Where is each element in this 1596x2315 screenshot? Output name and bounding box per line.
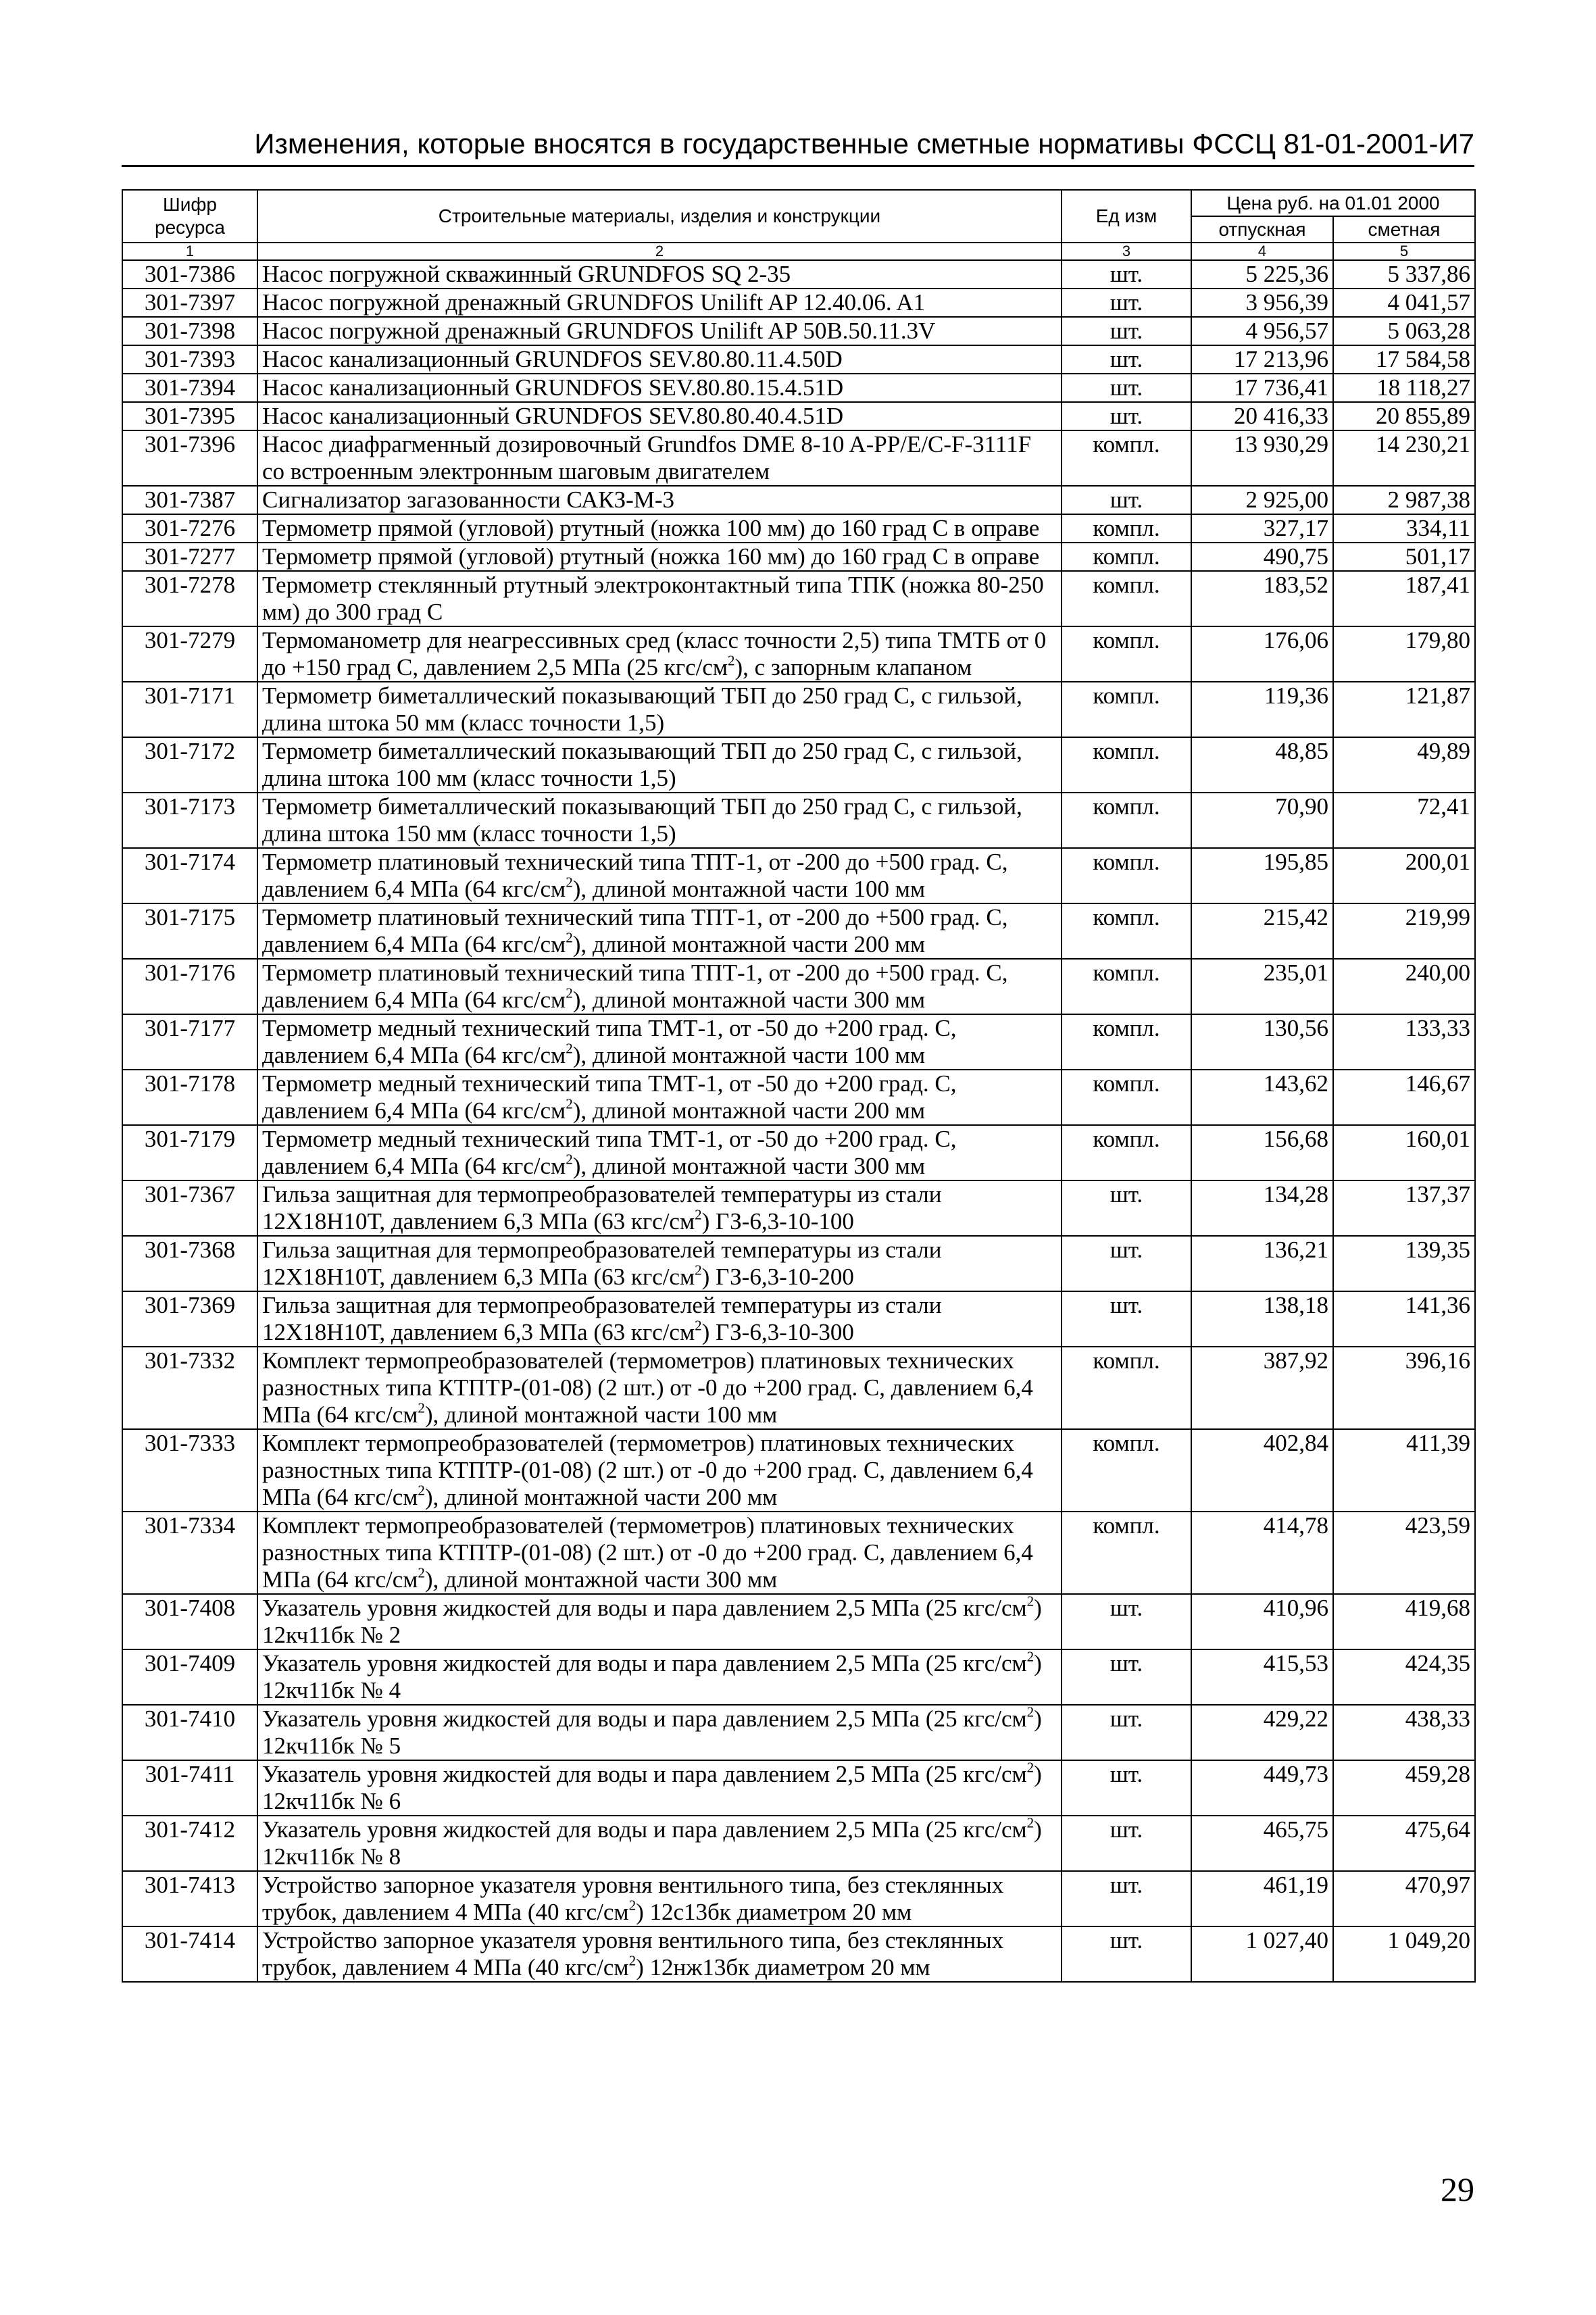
cell-unit: компл. <box>1062 626 1191 682</box>
cell-release-price: 215,42 <box>1191 903 1333 959</box>
table-row <box>122 260 1475 289</box>
cell-name: Указатель уровня жидкостей для воды и пара давлением 2,5 МПа (25 кгс/$см^2$) 12кч11бк № 4 <box>257 1649 1062 1705</box>
table-row <box>122 430 1475 486</box>
cell-release-price: 414,78 <box>1191 1512 1333 1594</box>
cell-code: 301-7179 <box>122 1125 257 1180</box>
table-row <box>122 1125 1475 1180</box>
cell-estimate-price: 423,59 <box>1333 1512 1475 1594</box>
table-row <box>122 848 1475 903</box>
cell-name: Термометр прямой (угловой) ртутный (ножка 160 мм) до 160 град С в оправе <box>257 543 1062 571</box>
cell-code: 301-7413 <box>122 1871 257 1926</box>
table-header <box>122 190 1475 260</box>
cell-name: Насос канализационный GRUNDFOS SEV.80.80.11.4.50D <box>257 345 1062 374</box>
table-row <box>122 682 1475 737</box>
cell-name: Устройство запорное указателя уровня вентильного типа, без стеклянных трубок, давлением 4 МПа (40 кгс/$см^2$) 12с13бк диаметром 20 мм <box>257 1871 1062 1926</box>
cell-name: Устройство запорное указателя уровня вентильного типа, без стеклянных трубок, давлением 4 МПа (40 кгс/$см^2$) 12нж13бк диаметром 20 мм <box>257 1926 1062 1982</box>
cell-code: 301-7414 <box>122 1926 257 1982</box>
header-estimate-price: сметная <box>1333 216 1475 243</box>
cell-unit: шт. <box>1062 402 1191 430</box>
cell-code: 301-7411 <box>122 1760 257 1816</box>
table-row <box>122 402 1475 430</box>
table-row <box>122 903 1475 959</box>
table-row <box>122 1594 1475 1649</box>
table-row <box>122 1649 1475 1705</box>
cell-name: Указатель уровня жидкостей для воды и пара давлением 2,5 МПа (25 кгс/$см^2$) 12кч11бк № 5 <box>257 1705 1062 1760</box>
column-number: 2 <box>257 243 1062 260</box>
cell-estimate-price: 200,01 <box>1333 848 1475 903</box>
cell-code: 301-7279 <box>122 626 257 682</box>
cell-code: 301-7332 <box>122 1347 257 1429</box>
cell-name: Комплект термопреобразователей (термометров) платиновых технических разностных типа КТПТР-(01-08) (2 шт.) от -0 до +200 град. С, давлением 6,4 МПа (64 кгс/$см^2$), длиной монтажной части 100 мм <box>257 1347 1062 1429</box>
table-row <box>122 1347 1475 1429</box>
cell-release-price: 13 930,29 <box>1191 430 1333 486</box>
cell-code: 301-7178 <box>122 1070 257 1125</box>
cell-unit: шт. <box>1062 1760 1191 1816</box>
cell-code: 301-7176 <box>122 959 257 1014</box>
cell-unit: компл. <box>1062 1125 1191 1180</box>
cell-estimate-price: 139,35 <box>1333 1236 1475 1291</box>
cell-estimate-price: 4 041,57 <box>1333 289 1475 317</box>
table-row <box>122 571 1475 626</box>
cell-name: Гильза защитная для термопреобразователей температуры из стали 12Х18Н10Т, давлением 6,3 МПа (63 кгс/$см^2$) ГЗ-6,3-10-100 <box>257 1180 1062 1236</box>
table-row <box>122 793 1475 848</box>
cell-estimate-price: 121,87 <box>1333 682 1475 737</box>
cell-release-price: 17 213,96 <box>1191 345 1333 374</box>
cell-code: 301-7386 <box>122 260 257 289</box>
cell-name: Термометр платиновый технический типа ТПТ-1, от -200 до +500 град. С, давлением 6,4 МПа (64 кгс/$см^2$), длиной монтажной части 300 мм <box>257 959 1062 1014</box>
cell-code: 301-7171 <box>122 682 257 737</box>
cell-unit: шт. <box>1062 1705 1191 1760</box>
table-row <box>122 543 1475 571</box>
cell-name: Сигнализатор загазованности САКЗ-М-3 <box>257 486 1062 514</box>
cell-release-price: 130,56 <box>1191 1014 1333 1070</box>
cell-unit: шт. <box>1062 1649 1191 1705</box>
cell-name: Термометр платиновый технический типа ТПТ-1, от -200 до +500 град. С, давлением 6,4 МПа (64 кгс/$см^2$), длиной монтажной части 100 мм <box>257 848 1062 903</box>
cell-unit: шт. <box>1062 1926 1191 1982</box>
cell-unit: компл. <box>1062 571 1191 626</box>
table-row <box>122 1014 1475 1070</box>
header-release-price: отпускная <box>1191 216 1333 243</box>
cell-code: 301-7173 <box>122 793 257 848</box>
cell-release-price: 156,68 <box>1191 1125 1333 1180</box>
header-name: Строительные материалы, изделия и конструкции <box>257 190 1062 243</box>
cell-estimate-price: 501,17 <box>1333 543 1475 571</box>
cell-release-price: 235,01 <box>1191 959 1333 1014</box>
cell-unit: шт. <box>1062 345 1191 374</box>
cell-unit: шт. <box>1062 1291 1191 1347</box>
table-row <box>122 374 1475 402</box>
table-row <box>122 959 1475 1014</box>
cell-estimate-price: 179,80 <box>1333 626 1475 682</box>
cell-estimate-price: 219,99 <box>1333 903 1475 959</box>
cell-estimate-price: 141,36 <box>1333 1291 1475 1347</box>
cell-unit: компл. <box>1062 848 1191 903</box>
cell-release-price: 70,90 <box>1191 793 1333 848</box>
cell-estimate-price: 470,97 <box>1333 1871 1475 1926</box>
page-header-title: Изменения, которые вносятся в государственные сметные нормативы ФССЦ 81-01-2001-И7 <box>254 128 1474 159</box>
cell-code: 301-7277 <box>122 543 257 571</box>
cell-estimate-price: 72,41 <box>1333 793 1475 848</box>
cell-release-price: 138,18 <box>1191 1291 1333 1347</box>
cell-estimate-price: 1 049,20 <box>1333 1926 1475 1982</box>
cell-unit: шт. <box>1062 486 1191 514</box>
cell-name: Комплект термопреобразователей (термометров) платиновых технических разностных типа КТПТР-(01-08) (2 шт.) от -0 до +200 град. С, давлением 6,4 МПа (64 кгс/$см^2$), длиной монтажной части 300 мм <box>257 1512 1062 1594</box>
cell-name: Насос диафрагменный дозировочный Grundfos DME 8-10 A-PP/E/C-F-3111F со встроенным электронным шаговым двигателем <box>257 430 1062 486</box>
cell-unit: компл. <box>1062 793 1191 848</box>
cell-name: Насос канализационный GRUNDFOS SEV.80.80.15.4.51D <box>257 374 1062 402</box>
cell-release-price: 183,52 <box>1191 571 1333 626</box>
cell-estimate-price: 240,00 <box>1333 959 1475 1014</box>
page-number: 29 <box>1441 2170 1474 2208</box>
table-row <box>122 1291 1475 1347</box>
cell-unit: шт. <box>1062 260 1191 289</box>
cell-release-price: 48,85 <box>1191 737 1333 793</box>
cell-estimate-price: 411,39 <box>1333 1429 1475 1512</box>
cell-code: 301-7412 <box>122 1816 257 1871</box>
cell-name: Насос канализационный GRUNDFOS SEV.80.80.40.4.51D <box>257 402 1062 430</box>
cell-name: Насос погружной скважинный GRUNDFOS SQ 2-35 <box>257 260 1062 289</box>
cell-code: 301-7409 <box>122 1649 257 1705</box>
table-row <box>122 317 1475 345</box>
cell-name: Указатель уровня жидкостей для воды и пара давлением 2,5 МПа (25 кгс/$см^2$) 12кч11бк № 2 <box>257 1594 1062 1649</box>
cell-estimate-price: 438,33 <box>1333 1705 1475 1760</box>
cell-release-price: 134,28 <box>1191 1180 1333 1236</box>
cell-name: Термометр медный технический типа ТМТ-1, от -50 до +200 град. С, давлением 6,4 МПа (64 кгс/$см^2$), длиной монтажной части 100 мм <box>257 1014 1062 1070</box>
cell-estimate-price: 146,67 <box>1333 1070 1475 1125</box>
table-row <box>122 1926 1475 1982</box>
cell-unit: шт. <box>1062 1180 1191 1236</box>
cell-name: Гильза защитная для термопреобразователей температуры из стали 12Х18Н10Т, давлением 6,3 МПа (63 кгс/$см^2$) ГЗ-6,3-10-200 <box>257 1236 1062 1291</box>
cell-code: 301-7177 <box>122 1014 257 1070</box>
cell-name: Комплект термопреобразователей (термометров) платиновых технических разностных типа КТПТР-(01-08) (2 шт.) от -0 до +200 град. С, давлением 6,4 МПа (64 кгс/$см^2$), длиной монтажной части 200 мм <box>257 1429 1062 1512</box>
cell-estimate-price: 137,37 <box>1333 1180 1475 1236</box>
column-number: 3 <box>1062 243 1191 260</box>
cell-unit: компл. <box>1062 1429 1191 1512</box>
cell-release-price: 20 416,33 <box>1191 402 1333 430</box>
cell-code: 301-7172 <box>122 737 257 793</box>
cell-estimate-price: 20 855,89 <box>1333 402 1475 430</box>
price-table <box>122 189 1476 1983</box>
cell-release-price: 429,22 <box>1191 1705 1333 1760</box>
cell-code: 301-7410 <box>122 1705 257 1760</box>
cell-release-price: 402,84 <box>1191 1429 1333 1512</box>
cell-release-price: 465,75 <box>1191 1816 1333 1871</box>
header-divider <box>122 165 1474 167</box>
header-price: Цена руб. на 01.01 2000 <box>1191 190 1475 216</box>
cell-name: Термометр стеклянный ртутный электроконтактный типа ТПК (ножка 80-250 мм) до 300 град С <box>257 571 1062 626</box>
table-row <box>122 1429 1475 1512</box>
cell-unit: компл. <box>1062 543 1191 571</box>
cell-estimate-price: 475,64 <box>1333 1816 1475 1871</box>
table-row <box>122 737 1475 793</box>
cell-estimate-price: 419,68 <box>1333 1594 1475 1649</box>
cell-unit: шт. <box>1062 317 1191 345</box>
table-row <box>122 1512 1475 1594</box>
cell-unit: компл. <box>1062 903 1191 959</box>
cell-release-price: 3 956,39 <box>1191 289 1333 317</box>
cell-code: 301-7334 <box>122 1512 257 1594</box>
cell-estimate-price: 49,89 <box>1333 737 1475 793</box>
cell-release-price: 461,19 <box>1191 1871 1333 1926</box>
header-code: Шифр ресурса <box>122 190 257 243</box>
cell-code: 301-7398 <box>122 317 257 345</box>
cell-unit: шт. <box>1062 1871 1191 1926</box>
table-row <box>122 1816 1475 1871</box>
cell-release-price: 449,73 <box>1191 1760 1333 1816</box>
cell-unit: компл. <box>1062 1512 1191 1594</box>
cell-code: 301-7369 <box>122 1291 257 1347</box>
cell-estimate-price: 17 584,58 <box>1333 345 1475 374</box>
cell-estimate-price: 2 987,38 <box>1333 486 1475 514</box>
cell-estimate-price: 133,33 <box>1333 1014 1475 1070</box>
table-row <box>122 514 1475 543</box>
cell-unit: компл. <box>1062 514 1191 543</box>
cell-name: Термометр медный технический типа ТМТ-1, от -50 до +200 град. С, давлением 6,4 МПа (64 кгс/$см^2$), длиной монтажной части 300 мм <box>257 1125 1062 1180</box>
cell-estimate-price: 18 118,27 <box>1333 374 1475 402</box>
cell-release-price: 17 736,41 <box>1191 374 1333 402</box>
cell-estimate-price: 187,41 <box>1333 571 1475 626</box>
cell-estimate-price: 459,28 <box>1333 1760 1475 1816</box>
cell-unit: компл. <box>1062 737 1191 793</box>
column-number: 4 <box>1191 243 1333 260</box>
cell-unit: компл. <box>1062 430 1191 486</box>
table-row <box>122 1070 1475 1125</box>
cell-code: 301-7175 <box>122 903 257 959</box>
cell-name: Указатель уровня жидкостей для воды и пара давлением 2,5 МПа (25 кгс/$см^2$) 12кч11бк № 6 <box>257 1760 1062 1816</box>
cell-estimate-price: 14 230,21 <box>1333 430 1475 486</box>
cell-name: Указатель уровня жидкостей для воды и пара давлением 2,5 МПа (25 кгс/$см^2$) 12кч11бк № 8 <box>257 1816 1062 1871</box>
column-number-row <box>122 243 1475 260</box>
cell-code: 301-7276 <box>122 514 257 543</box>
cell-release-price: 415,53 <box>1191 1649 1333 1705</box>
cell-code: 301-7408 <box>122 1594 257 1649</box>
cell-release-price: 136,21 <box>1191 1236 1333 1291</box>
cell-name: Термометр прямой (угловой) ртутный (ножка 100 мм) до 160 град С в оправе <box>257 514 1062 543</box>
cell-unit: шт. <box>1062 1236 1191 1291</box>
cell-unit: шт. <box>1062 1816 1191 1871</box>
table-row <box>122 1705 1475 1760</box>
cell-unit: компл. <box>1062 1014 1191 1070</box>
cell-code: 301-7394 <box>122 374 257 402</box>
cell-code: 301-7397 <box>122 289 257 317</box>
cell-estimate-price: 396,16 <box>1333 1347 1475 1429</box>
cell-release-price: 387,92 <box>1191 1347 1333 1429</box>
table-row <box>122 1760 1475 1816</box>
cell-release-price: 5 225,36 <box>1191 260 1333 289</box>
cell-estimate-price: 334,11 <box>1333 514 1475 543</box>
cell-release-price: 1 027,40 <box>1191 1926 1333 1982</box>
column-number: 1 <box>122 243 257 260</box>
cell-unit: компл. <box>1062 1070 1191 1125</box>
column-number: 5 <box>1333 243 1475 260</box>
cell-estimate-price: 5 337,86 <box>1333 260 1475 289</box>
cell-name: Термометр биметаллический показывающий ТБП до 250 град С, с гильзой, длина штока 150 мм (класс точности 1,5) <box>257 793 1062 848</box>
cell-code: 301-7387 <box>122 486 257 514</box>
cell-estimate-price: 5 063,28 <box>1333 317 1475 345</box>
cell-release-price: 119,36 <box>1191 682 1333 737</box>
cell-name: Насос погружной дренажный GRUNDFOS Unilift AP 12.40.06. A1 <box>257 289 1062 317</box>
table-row <box>122 486 1475 514</box>
cell-code: 301-7395 <box>122 402 257 430</box>
table-row <box>122 345 1475 374</box>
cell-code: 301-7367 <box>122 1180 257 1236</box>
cell-name: Насос погружной дренажный GRUNDFOS Unilift AP 50B.50.11.3V <box>257 317 1062 345</box>
cell-name: Термометр биметаллический показывающий ТБП до 250 град С, с гильзой, длина штока 50 мм (класс точности 1,5) <box>257 682 1062 737</box>
cell-unit: компл. <box>1062 682 1191 737</box>
cell-release-price: 327,17 <box>1191 514 1333 543</box>
cell-code: 301-7278 <box>122 571 257 626</box>
cell-estimate-price: 424,35 <box>1333 1649 1475 1705</box>
cell-code: 301-7368 <box>122 1236 257 1291</box>
cell-unit: шт. <box>1062 1594 1191 1649</box>
table-row <box>122 1871 1475 1926</box>
cell-name: Гильза защитная для термопреобразователей температуры из стали 12Х18Н10Т, давлением 6,3 МПа (63 кгс/$см^2$) ГЗ-6,3-10-300 <box>257 1291 1062 1347</box>
cell-name: Термометр биметаллический показывающий ТБП до 250 град С, с гильзой, длина штока 100 мм (класс точности 1,5) <box>257 737 1062 793</box>
cell-unit: компл. <box>1062 959 1191 1014</box>
cell-code: 301-7174 <box>122 848 257 903</box>
cell-release-price: 2 925,00 <box>1191 486 1333 514</box>
cell-estimate-price: 160,01 <box>1333 1125 1475 1180</box>
cell-release-price: 490,75 <box>1191 543 1333 571</box>
table-row <box>122 289 1475 317</box>
cell-name: Термометр платиновый технический типа ТПТ-1, от -200 до +500 град. С, давлением 6,4 МПа (64 кгс/$см^2$), длиной монтажной части 200 мм <box>257 903 1062 959</box>
cell-release-price: 4 956,57 <box>1191 317 1333 345</box>
cell-unit: компл. <box>1062 1347 1191 1429</box>
header-unit: Ед изм <box>1062 190 1191 243</box>
cell-release-price: 410,96 <box>1191 1594 1333 1649</box>
table-row <box>122 1236 1475 1291</box>
cell-name: Термометр медный технический типа ТМТ-1, от -50 до +200 град. С, давлением 6,4 МПа (64 кгс/$см^2$), длиной монтажной части 200 мм <box>257 1070 1062 1125</box>
table-body <box>122 260 1475 1982</box>
table-row <box>122 626 1475 682</box>
cell-code: 301-7396 <box>122 430 257 486</box>
cell-unit: шт. <box>1062 374 1191 402</box>
table-row <box>122 1180 1475 1236</box>
cell-name: Термоманометр для неагрессивных сред (класс точности 2,5) типа ТМТБ от 0 до +150 град С, давлением 2,5 МПа (25 кгс/$см^2$), с запорным клапаном <box>257 626 1062 682</box>
cell-code: 301-7393 <box>122 345 257 374</box>
cell-release-price: 143,62 <box>1191 1070 1333 1125</box>
cell-code: 301-7333 <box>122 1429 257 1512</box>
cell-unit: шт. <box>1062 289 1191 317</box>
cell-release-price: 176,06 <box>1191 626 1333 682</box>
cell-release-price: 195,85 <box>1191 848 1333 903</box>
